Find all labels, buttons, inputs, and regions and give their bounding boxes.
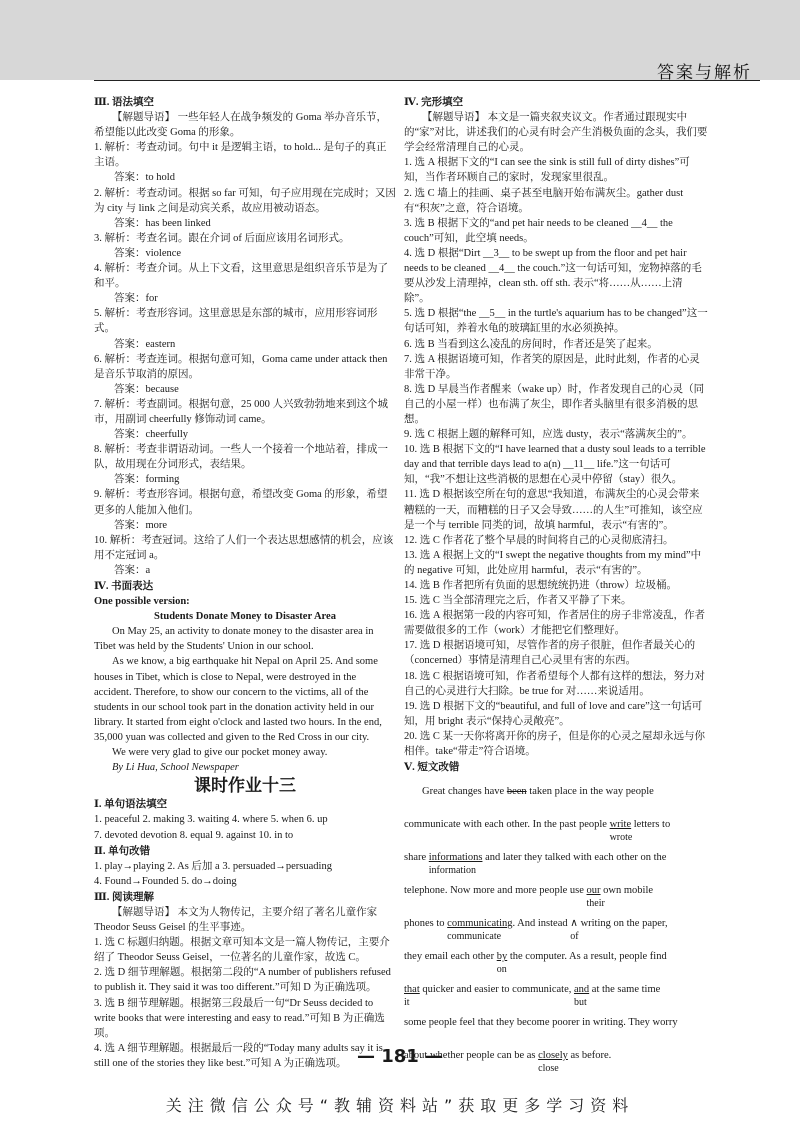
wrong-word: and	[573, 984, 590, 996]
section-intro: 【解题导语】 本文是一篇夹叙夹议文。作者通过跟现实中的“家”对比，讲述我们的心灵有时会产生消极负面的念头，我们要学会经常清理自己的心灵。	[404, 112, 708, 154]
answer-line: 7. devoted devotion 8. equal 9. against 10. in to	[94, 829, 294, 841]
corrected-word	[570, 907, 579, 943]
section-title: Ⅴ. 短文改错	[404, 762, 460, 774]
answer-item: 6. 解析：考查连词。根据句意可知，Goma came under attack then 是音乐节取消的原因。	[94, 353, 388, 380]
answer-item: 20. 选 C 某一天你将离开你的房子，但是你的心灵之屋却永远与你相伴。take“带走”符合语境。	[404, 730, 706, 758]
version-label: One possible version:	[94, 596, 190, 608]
answer-list	[404, 155, 708, 759]
wrong-word: our	[586, 885, 601, 897]
page-number: — 181 —	[356, 1046, 444, 1067]
answer-item: 答案：forming	[114, 474, 180, 486]
correction: wrote	[609, 832, 633, 844]
passage-text: about whether people can be as	[404, 1050, 536, 1062]
left-column	[94, 94, 396, 1069]
correction: it	[404, 997, 410, 1009]
passage-text: quicker and easier to communicate,	[422, 984, 572, 996]
answer-item: 10. 解析：考查冠词。这给了人们一个表达思想感情的机会，应该用不定冠词 a。	[94, 534, 394, 561]
corrected-word	[428, 841, 483, 877]
answer-item: 5. 解析：考查形容词。这里意思是东部的城市，应用形容词形式。	[94, 308, 378, 335]
passage-text: at the same time	[591, 984, 661, 996]
section-intro: 【解题导语】 本文为人物传记，主要介绍了著名儿童作家 Theodor Seuss Geisel 的生平事迹。	[94, 906, 378, 934]
section-title: Ⅱ. 单句改错	[94, 845, 151, 857]
answer-item: 8. 解析：考查非谓语动词。一些人一个接着一个地站着，排成一队，故用现在分词形式，表结果。	[94, 444, 388, 471]
answer-list	[94, 140, 396, 578]
corrected-word	[447, 907, 513, 943]
error-correction-passage	[404, 775, 708, 1075]
essay-title: Students Donate Money to Disaster Area	[154, 611, 336, 623]
section-title: Ⅲ. 阅读理解	[94, 891, 155, 903]
correction: their	[586, 898, 605, 910]
byline: By Li Hua, School Newspaper	[112, 762, 239, 774]
answer-item: 2. 解析：考查动词。根据 so far 可知，句子应用现在完成时；又因为 city 与 link 之间是动宾关系，故应用被动语态。	[94, 187, 396, 214]
answer-item: 11. 选 D 根据该空所在句的意思“我知道，布满灰尘的心灵会带来糟糕的一天，而糟糕的日子又会导致……的人生”可推知，该空应是一个与 terrible 同类的词，故填 harmful，表示“有害的”。	[404, 489, 703, 531]
answer-item: 14. 选 B 作者把所有负面的思想统统扔进（throw）垃圾桶。	[404, 580, 677, 591]
passage-text: Great changes have	[422, 786, 505, 798]
essay-paragraph: We were very glad to give our pocket money away.	[112, 747, 328, 759]
deleted-word: been	[506, 786, 527, 798]
wrong-word: write	[609, 819, 632, 831]
answer-item: 5. 选 D 根据“the __5__ in the turtle's aquarium has to be changed”这一句话可知，养着水龟的玻璃缸里的水必须换掉。	[404, 308, 708, 335]
answer-item: 8. 选 D 早晨当作者醒来（wake up）时，作者发现自己的心灵（同自己的小屋一样）也布满了灰尘，即作者头脑里有很多消极的思想。	[404, 383, 705, 425]
correction: on	[496, 964, 507, 976]
wrong-word: informations	[428, 852, 483, 864]
correction: of	[570, 931, 579, 943]
passage-text: taken place in the way people	[529, 786, 654, 798]
answer-item: 答案：violence	[114, 247, 182, 259]
answer-item: 15. 选 C 当全部清理完之后，作者又平静了下来。	[404, 595, 632, 607]
answer-item: 7. 解析：考查副词。根据句意，25 000 人兴致勃勃地来到这个城市，用副词 cheerfully 修饰动词 came。	[94, 398, 388, 425]
answer-item: 1. 选 A 根据下文的“I can see the sink is still full of dirty dishes”可知，当作者环顾自己的家时，发现家里很乱。	[404, 157, 690, 184]
answer-item: 2. 选 C 墙上的挂画、桌子甚至电脑开始布满灰尘。gather dust 有“积灰”之意，符合语境。	[404, 187, 684, 214]
answer-item: 答案：a	[114, 564, 151, 576]
answer-item: 答案：because	[114, 383, 179, 395]
section-intro: 【解题导语】 一些年轻人在战争频发的 Goma 举办音乐节，希望能以此改变 Goma 的形象。	[94, 112, 388, 139]
answer-item: 16. 选 A 根据第一段的内容可知，作者居住的房子非常凌乱，作者需要做很多的工作（work）才能把它们整理好。	[404, 610, 706, 637]
corrected-word	[573, 973, 590, 1009]
corrected-word	[609, 808, 633, 844]
corrected-word	[586, 874, 605, 910]
section-title: Ⅳ. 完形填空	[404, 97, 464, 108]
correction: close	[538, 1063, 559, 1075]
answer-item: 3. 解析：考查名词。跟在介词 of 后面应该用名词形式。	[94, 232, 350, 244]
answer-line: 1. play→playing 2. As 后加 a 3. persuaded→persuading	[94, 860, 332, 872]
passage-text: share	[404, 852, 427, 864]
right-column	[404, 94, 708, 1075]
essay-paragraph: As we know, a big earthquake hit Nepal on April 25. And some houses in Tibet, which is close to Nepal, were destroyed in the accident. Therefore, to show our concern to the victims, all of the students in our school took part in the donation activity held in our library. It started from eight o'clock and lasted two hours. In the end, 35,000 yuan was collected and given to the Red Cross in our city.	[94, 656, 382, 743]
corrected-word	[404, 973, 420, 1009]
answer-item: 答案：to hold	[114, 172, 175, 184]
correction: but	[573, 997, 587, 1009]
answer-item: 7. 选 A 根据语境可知，作者笑的原因是，此时此刻，作者的心灵非常干净。	[404, 353, 700, 380]
wrong-word: closely	[538, 1050, 568, 1062]
answer-line: 4. Found→Founded 5. do→doing	[94, 875, 237, 887]
essay-paragraph: On May 25, an activity to donate money to the disaster area in Tibet was held by the Students' Union in our school.	[94, 626, 374, 653]
passage-text: and later they talked with each other on the	[485, 852, 667, 864]
passage-text: telephone. Now more and more people use	[404, 885, 584, 897]
corrected-word	[496, 940, 508, 976]
answer-item: 答案：more	[114, 519, 168, 531]
passage-text: phones to	[404, 918, 445, 930]
footer-note: 关注微信公众号“教辅资料站”获取更多学习资料	[165, 1096, 635, 1115]
answer-item: 答案：has been linked	[114, 217, 211, 229]
wrong-word: by	[496, 951, 508, 963]
answer-item: 9. 解析：考查形容词。根据句意，希望改变 Goma 的形象，希望更多的人能加入他们。	[94, 489, 388, 516]
wrong-word: that	[404, 984, 420, 996]
passage-text: the computer. As a result, people find	[509, 951, 667, 963]
passage-text: communicate with each other. In the past people	[404, 819, 607, 831]
answer-item: 4. 选 A 细节理解题。根据最后一段的“Today many adults say it is still one of the stories they like best.”可知 A 为正确选项。	[94, 1042, 383, 1069]
answer-item: 10. 选 B 根据下文的“I have learned that a dusty soul leads to a terrible day and that terrible days lead to a(n) __11__ life.”这一句话可知，“我”不想让这些消极的思想在心灵中停留（stay）很久。	[404, 444, 706, 486]
answer-item: 6. 选 B 当看到这么凌乱的房间时，作者还是笑了起来。	[404, 338, 658, 350]
answer-item: 12. 选 C 作者花了整个早晨的时间将自己的心灵彻底清扫。	[404, 534, 674, 546]
answer-item: 答案：eastern	[114, 338, 176, 350]
section-title: Ⅳ. 书面表达	[94, 581, 154, 592]
page-header-title: 答案与解析	[657, 63, 752, 83]
answer-item: 3. 选 B 细节理解题。根据第三段最后一句“Dr Seuss decided to write books that were interesting and easy to read.”可知 B 为正确选项。	[94, 997, 385, 1039]
wrong-word: communicating	[447, 918, 513, 930]
answer-item: 19. 选 D 根据下文的“beautiful, and full of love and care”这一句话可知，用 bright 表示“保持心灵敞亮”。	[404, 700, 703, 727]
answer-item: 2. 选 D 细节理解题。根据第二段的“A number of publishers refused to publish it. They said it was too different.”可知 D 为正确选项。	[94, 967, 391, 994]
passage-text: . And instead	[512, 918, 568, 930]
passage-text: letters to	[633, 819, 671, 831]
answer-item: 1. 选 C 标题归纳题。根据文章可知本文是一篇人物传记，主要介绍了 Theodor Seuss Geisel，一位著名的儿童作家，故选 C。	[94, 937, 390, 964]
lesson-title: 课时作业十三	[194, 776, 296, 797]
header-divider	[94, 80, 760, 81]
passage-text: as before.	[570, 1050, 612, 1062]
correction: communicate	[447, 931, 502, 943]
answer-item: 1. 解析：考查动词。句中 it 是逻辑主语，to hold... 是句子的真正主语。	[94, 142, 387, 169]
essay	[94, 624, 396, 760]
correction: information	[428, 865, 476, 877]
passage-text: some people feel that they become poorer in writing. They worry	[404, 1017, 678, 1029]
answer-item: 3. 选 B 根据下文的“and pet hair needs to be cleaned __4__ the couch”可知，此空填 needs。	[404, 217, 673, 244]
answer-line: 1. peaceful 2. making 3. waiting 4. where 5. when 6. up	[94, 814, 328, 826]
section-title: Ⅲ. 语法填空	[94, 97, 155, 108]
passage-text: they email each other	[404, 951, 495, 963]
answer-item: 4. 解析：考查介词。从上下文看，这里意思是组织音乐节是为了和平。	[94, 263, 388, 290]
answer-item: 答案：cheerfully	[114, 429, 189, 441]
passage-text: own mobile	[603, 885, 654, 897]
section-title: Ⅰ. 单句语法填空	[94, 799, 168, 811]
answer-item: 答案：for	[114, 293, 158, 305]
answer-item: 17. 选 D 根据语境可知，尽管作者的房子很脏，但作者最关心的（concerned）事情是清理自己心灵里有害的东西。	[404, 640, 696, 667]
passage-text: writing on the paper,	[580, 918, 668, 930]
answer-item: 18. 选 C 根据语境可知，作者希望每个人都有这样的想法，努力对自己的心灵进行大扫除。be true for 对……来说适用。	[404, 670, 706, 697]
answer-item: 9. 选 C 根据上题的解释可知，应选 dusty，表示“落满灰尘的”。	[404, 429, 693, 441]
insert-mark: ∧	[570, 918, 578, 930]
answer-item: 13. 选 A 根据上文的“I swept the negative thoughts from my mind”中的 negative 可知，此处应用 harmful，表示“有害的”。	[404, 549, 702, 576]
answer-item: 4. 选 D 根据“Dirt __3__ to be swept up from the floor and pet hair needs to be cleaned __4__ the couch.”这一句话可知，宠物掉落的毛要从沙发上清理掉，clean sth. off sth. 表示“将……从……上清除”。	[404, 247, 702, 305]
